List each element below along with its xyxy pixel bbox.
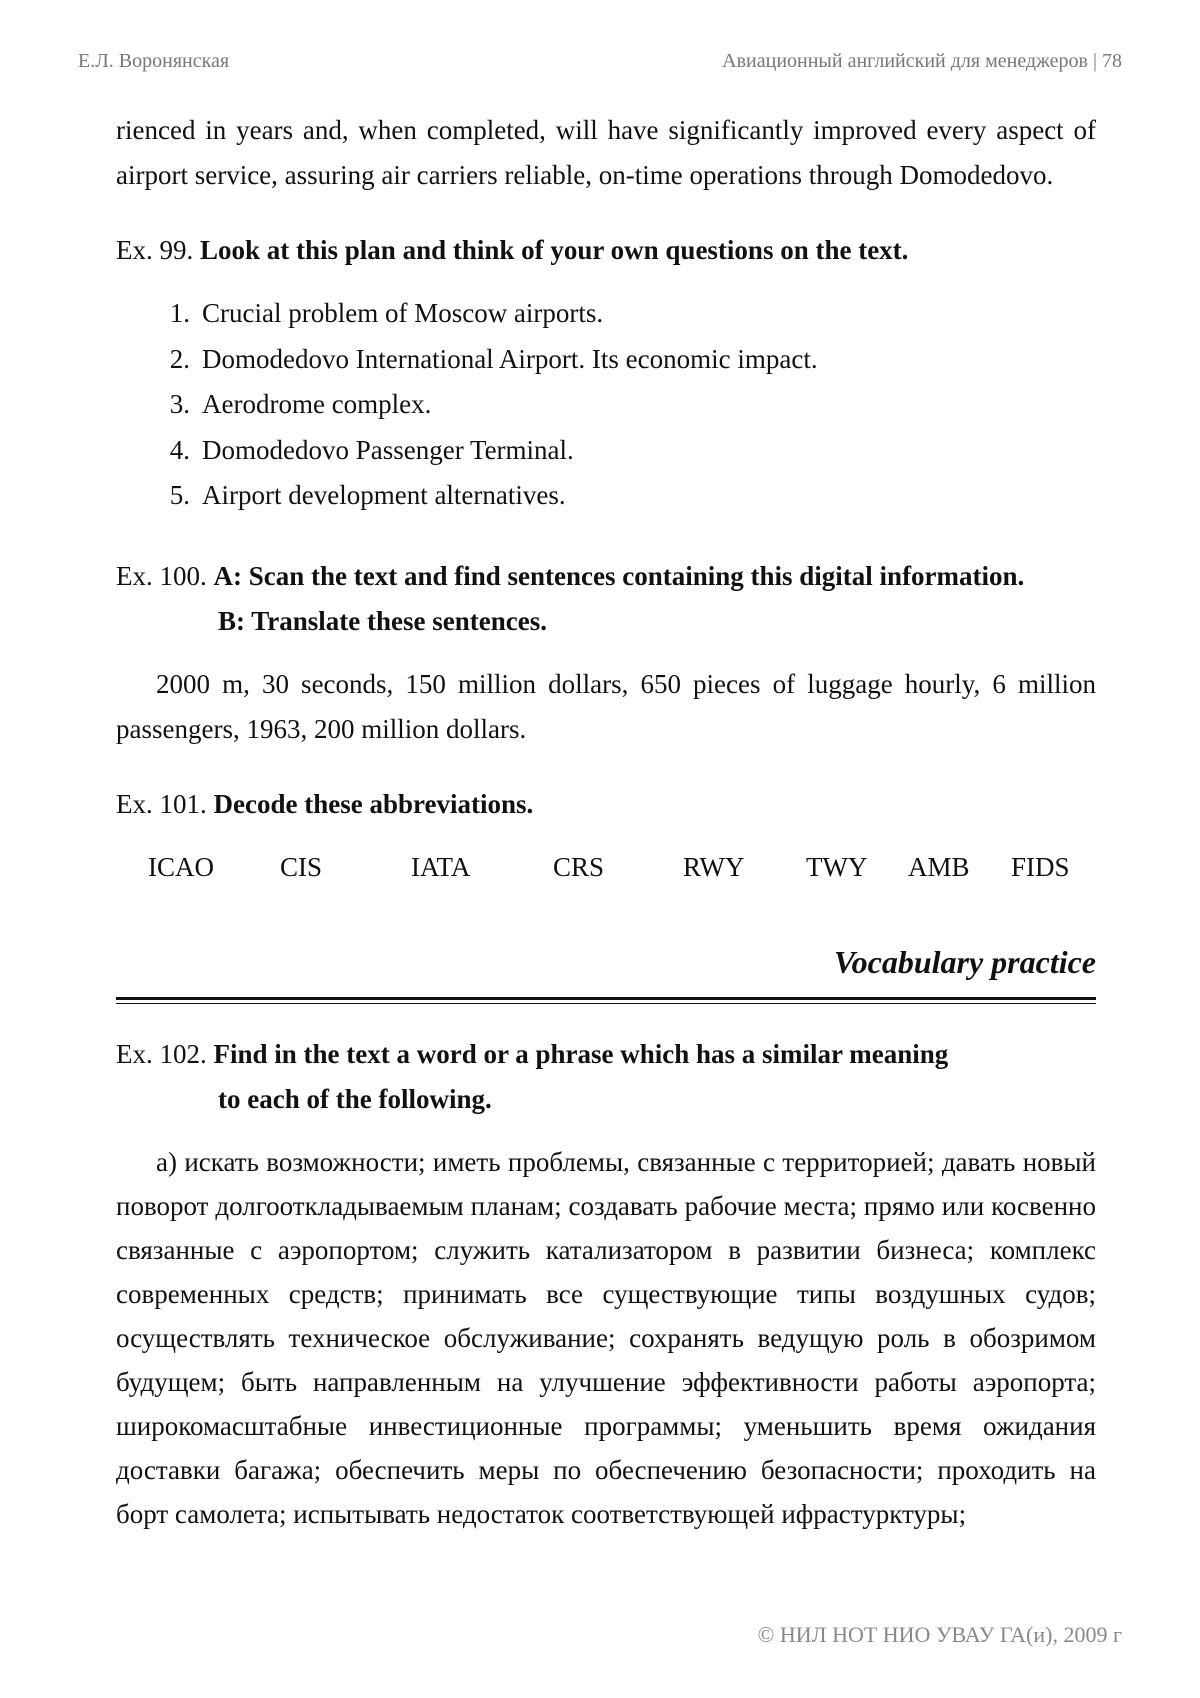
abbreviation: IATA [411, 851, 471, 882]
ex101-heading [116, 782, 1096, 827]
ex100-paragraph: 2000 m, 30 seconds, 150 million dollars, 650 pieces of luggage hourly, 6 million passengers, 1963, 200 million dollars. [116, 668, 1096, 744]
ex101-abbreviations [116, 845, 1096, 890]
ex102-instruction: Find in the text a word or a phrase which has a similar meaning [213, 1038, 949, 1069]
list-item-number: 1. [169, 298, 190, 328]
section-divider [116, 997, 1096, 1004]
abbreviation: CIS [280, 851, 323, 882]
list-item-number: 2. [169, 343, 190, 374]
page-content [116, 108, 1096, 1536]
page-footer: © НИЛ НОТ НИО УВАУ ГА(и), 2009 г [757, 1622, 1122, 1647]
list-item-text: Crucial problem of Moscow airports. [202, 298, 604, 328]
list-item-text: Domodedovo Passenger Terminal. [202, 434, 574, 465]
ex99-label: Ex. 99. [116, 235, 194, 265]
abbreviation: AMB [908, 851, 970, 882]
ex101-label: Ex. 101. [116, 788, 207, 819]
list-item-number: 4. [169, 434, 190, 465]
ex102-paragraph: а) искать возможности; иметь проблемы, связанные с территорией; давать новый поворот долгооткладываемым планам; создавать рабочие места; прямо или косвенно связанные с аэропортом; служить катализатором в развитии бизнеса; комплекс современных средств; принимать все существующие типы воздушных судов; осуществлять техническое обслуживание; сохранять ведущую роль в обозримом будущем; быть направленным на улучшение эффективности работы аэропорта; широкомасштабные инвестиционные программы; уменьшить время ожидания доставки багажа; обеспечить меры по обеспечению безопасности; проходить на борт самолета; испытывать недостаток соответствующей ифрастурктуры; [116, 1146, 1096, 1529]
ex101-instruction: Decode these abbreviations. [213, 788, 534, 819]
ex102-instruction-continued: to each of the following. [218, 1083, 492, 1114]
header-book-title: Авиационный английский для менеджеров | 78 [722, 50, 1122, 72]
ex100-instruction-a: A: Scan the text and find sentences containing this digital information. [213, 560, 1025, 591]
abbreviation: FIDS [1011, 851, 1070, 882]
ex99-instruction: Look at this plan and think of your own questions on the text. [200, 235, 909, 265]
list-item-text: Airport development alternatives. [202, 480, 566, 510]
ex102-heading [116, 1032, 1096, 1122]
intro-paragraph: rienced in years and, when completed, will have significantly improved every aspect of airport service, assuring air carriers reliable, on-time operations through Domodedovo. [116, 115, 1096, 190]
list-item-number: 5. [169, 480, 190, 510]
section-title: Vocabulary practice [833, 943, 1096, 980]
list-item-text: Aerodrome complex. [202, 389, 432, 419]
ex100-label: Ex. 100. [116, 560, 207, 591]
ex102-label: Ex. 102. [116, 1038, 207, 1069]
list-item-text: Domodedovo International Airport. Its economic impact. [202, 343, 818, 374]
list-item [116, 291, 1096, 337]
list-item [116, 428, 1096, 474]
ex100-instruction-b: B: Translate these sentences. [218, 605, 547, 636]
abbreviation: RWY [683, 851, 745, 882]
ex100-heading [116, 554, 1096, 644]
abbreviation: CRS [553, 851, 605, 882]
list-item [116, 473, 1096, 519]
ex99-heading [116, 228, 1096, 273]
list-item-number: 3. [169, 389, 190, 419]
header-author: Е.Л. Воронянская [78, 50, 230, 72]
ex99-plan-list [116, 291, 1096, 519]
abbreviation: TWY [806, 851, 868, 882]
list-item [116, 382, 1096, 428]
abbreviation: ICAO [148, 851, 214, 882]
list-item [116, 337, 1096, 383]
page-header [78, 50, 1122, 73]
